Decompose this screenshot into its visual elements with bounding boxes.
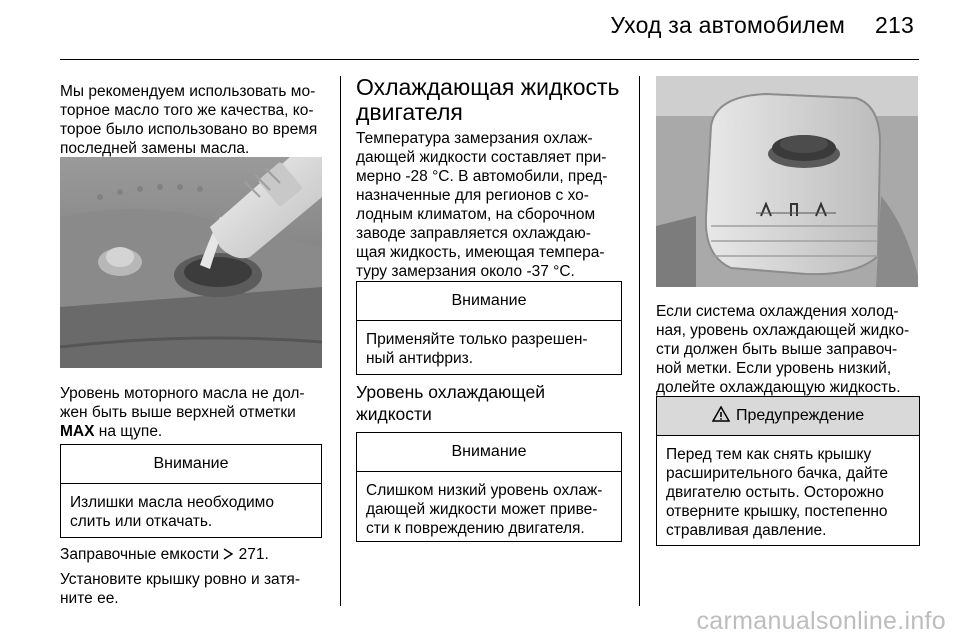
text-line: Уровень моторного масла не дол- [60, 385, 305, 402]
text-line: стравливая давление. [666, 522, 827, 539]
text-line: жен быть выше верхней отметки [60, 404, 296, 421]
text-line [60, 422, 332, 441]
warning-header [657, 397, 919, 436]
section-title: Уход за автомобилем [610, 12, 846, 38]
coolant-level-paragraph [656, 302, 936, 397]
text-line: Применяйте только разрешен- [366, 331, 588, 348]
capacities-reference [60, 545, 332, 564]
text-line: туру замерзания около -37 °C. [356, 263, 575, 280]
text-line: дающей жидкости может приве- [366, 501, 598, 518]
heading-line: Охлаждающая жидкость [356, 74, 620, 100]
text-line: назначенные для регионов с хо- [356, 187, 589, 204]
coolant-expansion-tank-photo [656, 76, 918, 287]
page-reference-link[interactable]: 271. [238, 546, 269, 563]
warning-body [657, 436, 919, 549]
text-line: дающей жидкости составляет при- [356, 149, 607, 166]
text-line: лодным климатом, на сборочном [356, 206, 596, 223]
text-line: сти должен быть выше заправоч- [656, 341, 898, 358]
text-line: отверните крышку, постепенно [666, 503, 888, 520]
text-line: торое было использовано во время [60, 121, 318, 138]
text-line: ный антифриз. [366, 350, 474, 367]
text-line: Слишком низкий уровень охлаж- [366, 482, 603, 499]
coolant-intro-paragraph [356, 129, 632, 281]
notice-title: Внимание [61, 445, 321, 484]
text-line: Температура замерзания охлаж- [356, 130, 593, 147]
text-line: заводе заправляется охлаждаю- [356, 225, 591, 242]
text-line: последней замены масла. [60, 140, 250, 157]
page-ref-arrow-icon [223, 548, 234, 560]
notice-title: Внимание [357, 433, 621, 472]
warning-title: Предупреждение [736, 407, 865, 424]
engine-oil-illustration [60, 157, 322, 368]
text-line: ните ее. [60, 590, 119, 607]
engine-oil-filling-photo [60, 157, 322, 368]
coolant-tank-illustration [656, 76, 918, 287]
text-line: мерно -28 °C. В автомобили, пред- [356, 168, 608, 185]
text-line: двигателю остыть. Осторожно [666, 484, 884, 501]
heading-line: двигателя [356, 99, 463, 125]
text-line: расширительного бачка, дайте [666, 465, 889, 482]
column-divider-left [340, 76, 341, 606]
text-line: слить или откачать. [70, 513, 213, 530]
text-line: долейте охлаждающую жидкость. [656, 379, 901, 396]
header-rule [60, 59, 919, 60]
antifreeze-notice-box [356, 281, 622, 375]
text-fragment: на щупе. [94, 423, 163, 440]
watermark: carmanualsonline.info [696, 607, 946, 635]
running-header [610, 12, 914, 39]
page-number: 213 [875, 12, 914, 38]
subheading-line: жидкости [356, 404, 432, 424]
install-paragraph [60, 570, 332, 608]
column-divider-right [639, 76, 640, 606]
notice-body [61, 484, 321, 540]
text-line: Излишки масла необходимо [70, 494, 274, 511]
notice-title: Внимание [357, 282, 621, 321]
text-line: торное масло того же качества, ко- [60, 102, 314, 119]
intro-paragraph [60, 82, 332, 158]
notice-body [357, 472, 621, 547]
text-line: сти к повреждению двигателя. [366, 520, 585, 537]
text-line: Перед тем как снять крышку [666, 446, 872, 463]
coolant-heading [356, 75, 632, 125]
warning-box [656, 396, 920, 546]
text-line: Если система охлаждения холод- [656, 303, 899, 320]
warning-triangle-icon [712, 407, 734, 424]
coolant-level-notice-box [356, 432, 622, 542]
text-fragment: Заправочные емкости [60, 546, 220, 563]
oil-level-paragraph [60, 384, 332, 441]
text-line: Мы рекомендуем использовать мо- [60, 83, 316, 100]
text-line: щая жидкость, имеющая темпера- [356, 244, 605, 261]
oil-notice-box [60, 444, 322, 538]
text-line: ная, уровень охлаждающей жидко- [656, 322, 910, 339]
coolant-level-subheading [356, 381, 632, 425]
max-mark-label: MAX [60, 423, 95, 440]
text-line: ной метки. Если уровень низкий, [656, 360, 892, 377]
subheading-line: Уровень охлаждающей [356, 382, 545, 402]
notice-body [357, 321, 621, 377]
text-line: Установите крышку ровно и затя- [60, 571, 300, 588]
